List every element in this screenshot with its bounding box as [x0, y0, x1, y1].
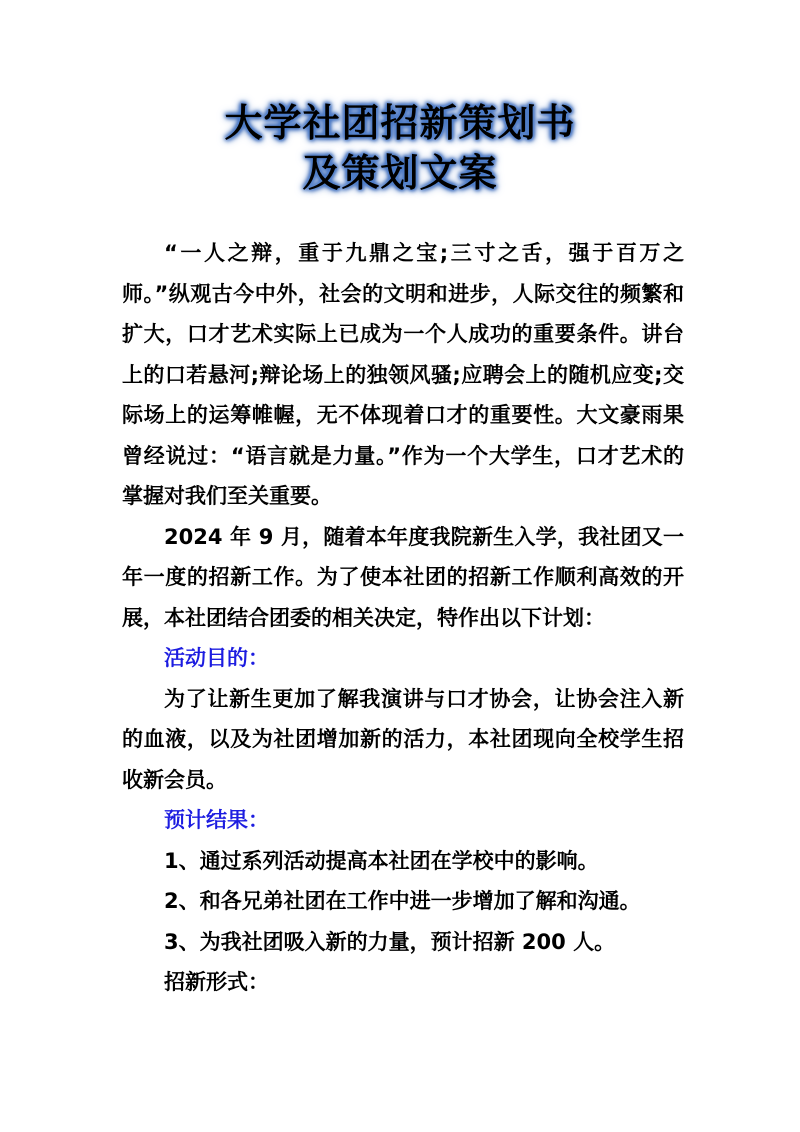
document-title — [0, 98, 800, 198]
title-line-1: 大学社团招新策划书 — [224, 101, 576, 145]
document-body — [122, 233, 684, 1003]
format-heading: 招新形式： — [164, 970, 269, 994]
results-item-1: 1、通过系列活动提高本社团在学校中的影响。 — [164, 848, 599, 873]
results-item-2: 2、和各兄弟社团在工作中进一步增加了解和沟通。 — [164, 889, 641, 913]
purpose-heading: 活动目的： — [164, 646, 269, 670]
results-item-3: 3、为我社团吸入新的力量，预计招新 200 人。 — [164, 929, 616, 954]
title-line-2: 及策划文案 — [302, 151, 498, 195]
intro-paragraph-1: “一人之辩，重于九鼎之宝;三寸之舌，强于百万之师。”纵观古今中外，社会的文明和进步，人际交往的频繁和扩大，口才艺术实际上已成为一个人成功的重要条件。讲台上的口若悬河;辩论场上的独领风骚;应聘会上的随机应变;交际场上的运筹帷幄，无不体现着口才的重要性。大文豪雨果曾经说过：“语言就是力量。”作为一个大学生，口才艺术的掌握对我们至关重要。 — [122, 241, 684, 508]
purpose-paragraph: 为了让新生更加了解我演讲与口才协会，让协会注入新的血液，以及为社团增加新的活力，本社团现向全校学生招收新会员。 — [122, 686, 684, 792]
results-heading: 预计结果： — [164, 808, 269, 832]
intro-paragraph-2: 2024 年 9 月，随着本年度我院新生入学，我社团又一年一度的招新工作。为了使本社团的招新工作顺利高效的开展，本社团结合团委的相关决定，特作出以下计划： — [122, 524, 684, 630]
